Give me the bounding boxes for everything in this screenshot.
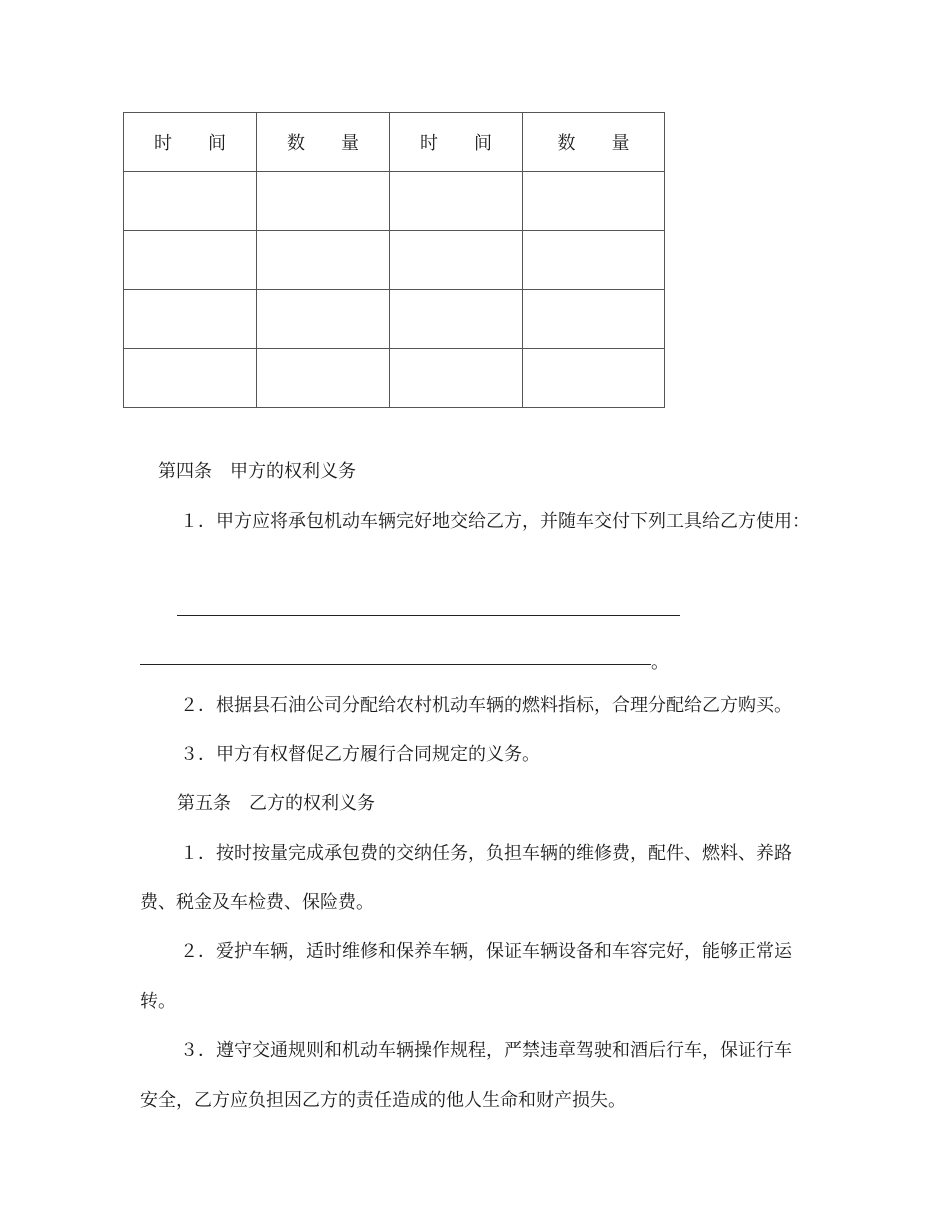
table-cell (523, 172, 665, 231)
article5-item2-line1: ２．爱护车辆，适时维修和保养车辆，保证车辆设备和车容完好，能够正常运 (180, 941, 792, 962)
table-row (124, 172, 665, 231)
table-cell (257, 172, 390, 231)
fill-in-blank-line-1 (177, 615, 680, 616)
table-cell (390, 172, 523, 231)
article5-item2-line2: 转。 (140, 991, 176, 1012)
header-time-2: 时 间 (390, 113, 523, 172)
article4-item3: ３．甲方有权督促乙方履行合同规定的义务。 (180, 744, 540, 765)
table-cell (390, 231, 523, 290)
header-quantity-1: 数 量 (257, 113, 390, 172)
blank-end-period: 。 (651, 652, 669, 673)
table-cell (523, 349, 665, 408)
header-quantity-2: 数 量 (523, 113, 665, 172)
table-cell (257, 290, 390, 349)
table-cell (257, 231, 390, 290)
table-cell (523, 290, 665, 349)
schedule-table (123, 112, 665, 408)
article4-item1: １．甲方应将承包机动车辆完好地交给乙方，并随车交付下列工具给乙方使用： (180, 511, 810, 532)
fill-in-blank-line-2 (140, 664, 651, 665)
article4-item2: ２．根据县石油公司分配给农村机动车辆的燃料指标，合理分配给乙方购买。 (180, 695, 792, 716)
table-cell (124, 290, 257, 349)
table-row (124, 290, 665, 349)
table-row (124, 231, 665, 290)
table-header-row (124, 113, 665, 172)
article4-heading: 第四条 甲方的权利义务 (158, 461, 356, 482)
article5-item3-line1: ３．遵守交通规则和机动车辆操作规程，严禁违章驾驶和酒后行车，保证行车 (180, 1040, 792, 1061)
table-cell (124, 349, 257, 408)
article5-heading: 第五条 乙方的权利义务 (177, 793, 375, 814)
table-cell (124, 231, 257, 290)
header-time-1: 时 间 (124, 113, 257, 172)
table-cell (257, 349, 390, 408)
table-cell (523, 231, 665, 290)
table-cell (124, 172, 257, 231)
article5-item3-line2: 安全，乙方应负担因乙方的责任造成的他人生命和财产损失。 (140, 1090, 626, 1111)
table-row (124, 349, 665, 408)
article5-item1-line1: １．按时按量完成承包费的交纳任务，负担车辆的维修费，配件、燃料、养路 (180, 843, 792, 864)
table-cell (390, 290, 523, 349)
article5-item1-line2: 费、税金及车检费、保险费。 (140, 892, 374, 913)
table-cell (390, 349, 523, 408)
